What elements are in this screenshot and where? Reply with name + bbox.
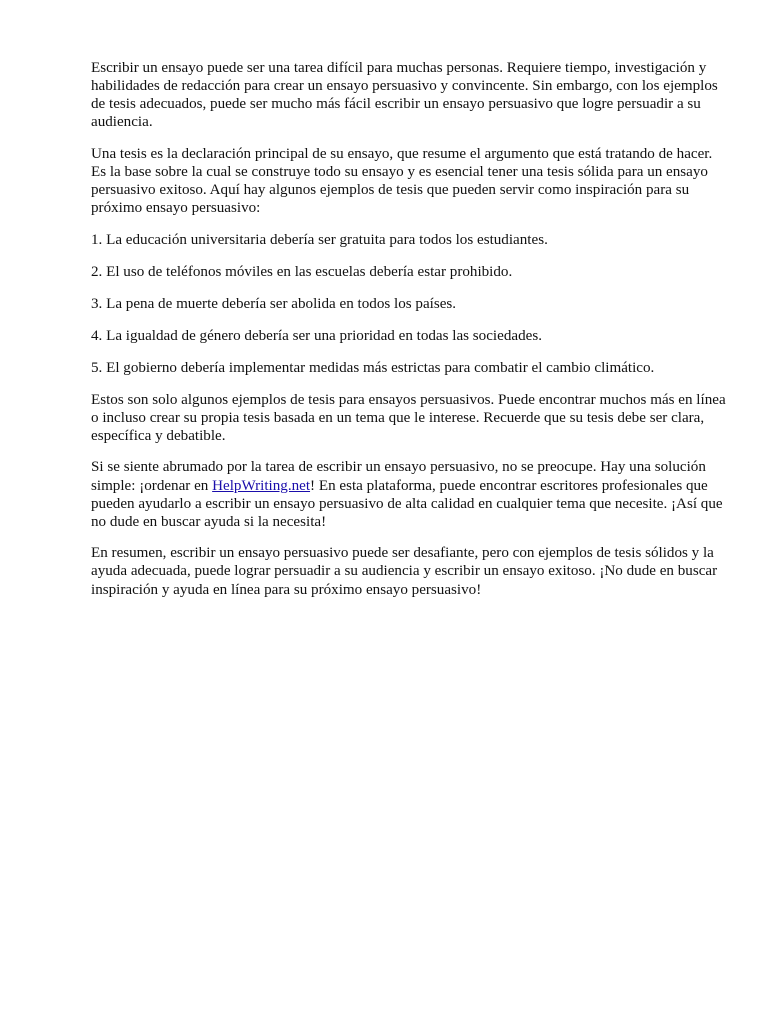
examples-paragraph: Estos son solo algunos ejemplos de tesis para ensayos persuasivos. Puede encontrar muchos más en línea o incluso crear su propia tesis basada en un tema que le interese. Recuerde que su tesis debe ser clara, específica y debatible.: [91, 391, 726, 444]
intro-paragraph: Escribir un ensayo puede ser una tarea difícil para muchas personas. Requiere tiempo, investigación y habilidades de redacción para crear un ensayo persuasivo y convincente. Sin embargo, con los ejemplos de tesis adecuados, puede ser mucho más fácil escribir un ensayo persuasivo que logre persuadir a su audiencia.: [91, 60, 718, 131]
document-body: [91, 59, 731, 612]
list-item: 1. La educación universitaria debería ser gratuita para todos los estudiantes.: [91, 231, 548, 248]
help-paragraph: [91, 458, 731, 530]
thesis-definition-paragraph: Una tesis es la declaración principal de su ensayo, que resume el argumento que está tratando de hacer. Es la base sobre la cual se construye todo su ensayo y es esencial tener una tesis sólida para un ensayo persuasivo exitoso. Aquí hay algunos ejemplos de tesis que pueden servir como inspiración para su próximo ensayo persuasivo:: [91, 145, 713, 217]
summary-paragraph: En resumen, escribir un ensayo persuasivo puede ser desafiante, pero con ejemplos de tesis sólidos y la ayuda adecuada, puede lograr persuadir a su audiencia y escribir un ensayo exitoso. ¡No dude en buscar inspiración y ayuda en línea para su próximo ensayo persuasivo!: [91, 545, 718, 598]
help-paragraph-text-after: ! En esta plataforma, puede encontrar escritores profesionales que pueden ayudarlo a escribir un ensayo persuasivo de alta calidad en cualquier tema que necesite. ¡Así que no dude en buscar ayuda si la necesita!: [91, 477, 723, 530]
help-paragraph-text-before: Si se siente abrumado por la tarea de escribir un ensayo persuasivo, no se preocupe. Hay una solución simple: ¡ordenar en: [91, 459, 706, 494]
list-item: 3. La pena de muerte debería ser abolida en todos los países.: [91, 295, 457, 312]
list-item: 4. La igualdad de género debería ser una prioridad en todas las sociedades.: [91, 327, 542, 344]
helpwriting-link[interactable]: HelpWriting.net: [212, 477, 311, 494]
list-item: 2. El uso de teléfonos móviles en las escuelas debería estar prohibido.: [91, 263, 513, 280]
list-item: 5. El gobierno debería implementar medidas más estrictas para combatir el cambio climático.: [91, 359, 655, 376]
